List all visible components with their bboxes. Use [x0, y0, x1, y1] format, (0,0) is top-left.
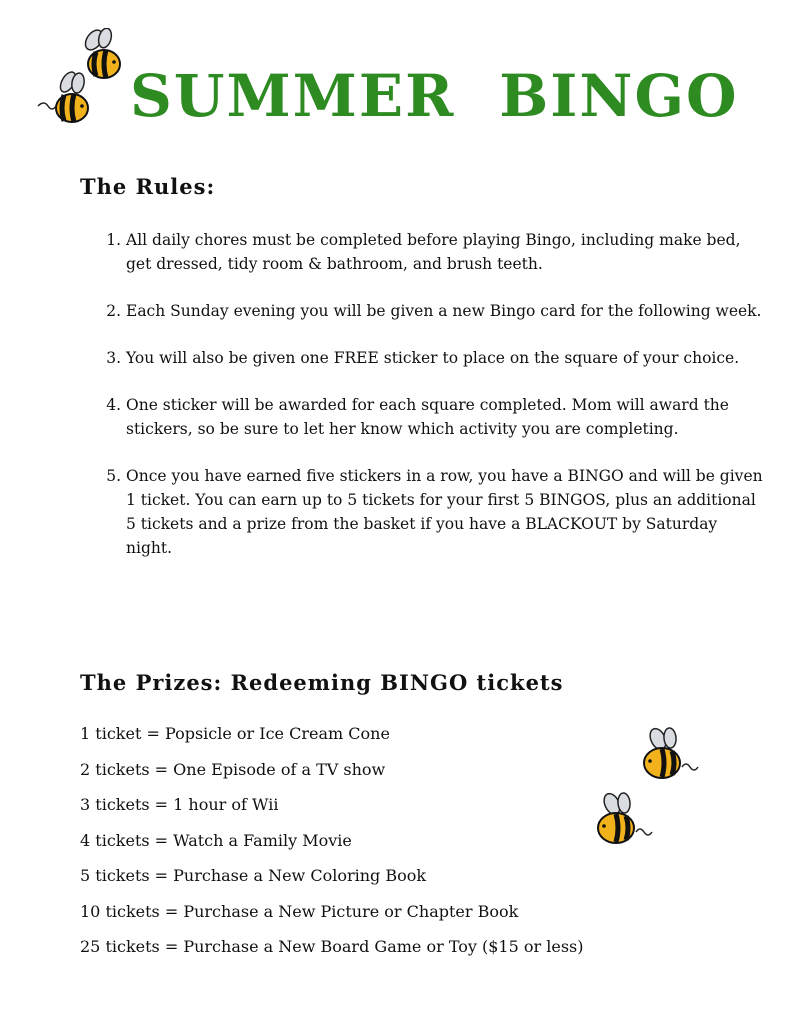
bee-icon: [638, 725, 702, 785]
title-word-summer: SUMMER: [130, 62, 456, 130]
prizes-list: [80, 721, 584, 970]
prize-item: 10 tickets = Purchase a New Picture or Chapter Book: [80, 901, 519, 921]
rule-item: 3. You will also be given one FREE sticker to place on the square of your choice.: [126, 346, 766, 370]
title-word-bingo: BINGO: [499, 62, 739, 130]
rule-item: 5. Once you have earned five stickers in a row, you have a BINGO and will be given 1 ticket. You can earn up to 5 tickets for your first 5 BINGOS, plus an additional 5 tickets and a prize from the basket if you have a BLACKOUT by Saturday night.: [126, 464, 766, 560]
page-title: [130, 62, 739, 130]
prizes-heading: The Prizes: Redeeming BINGO tickets: [80, 670, 564, 695]
rules-heading: The Rules:: [80, 174, 216, 199]
bee-icon: [592, 790, 656, 850]
prize-item: 25 tickets = Purchase a New Board Game or Toy ($15 or less): [80, 937, 584, 956]
rule-item: 1. All daily chores must be completed before playing Bingo, including make bed, get dressed, tidy room & bathroom, and brush teeth.: [126, 228, 766, 276]
rule-item: 4. One sticker will be awarded for each square completed. Mom will award the stickers, so be sure to let her know which activity you are completing.: [126, 393, 766, 441]
prize-item: 1 ticket = Popsicle or Ice Cream Cone: [80, 724, 390, 743]
bee-icon: [34, 68, 96, 130]
prize-item: 3 tickets = 1 hour of Wii: [80, 795, 279, 814]
rules-list: [80, 228, 766, 583]
prize-item: 5 tickets = Purchase a New Coloring Book: [80, 866, 427, 885]
prize-item: 4 tickets = Watch a Family Movie: [80, 830, 352, 850]
rule-item: 2. Each Sunday evening you will be given a new Bingo card for the following week.: [126, 299, 766, 323]
prize-item: 2 tickets = One Episode of a TV show: [80, 759, 386, 779]
